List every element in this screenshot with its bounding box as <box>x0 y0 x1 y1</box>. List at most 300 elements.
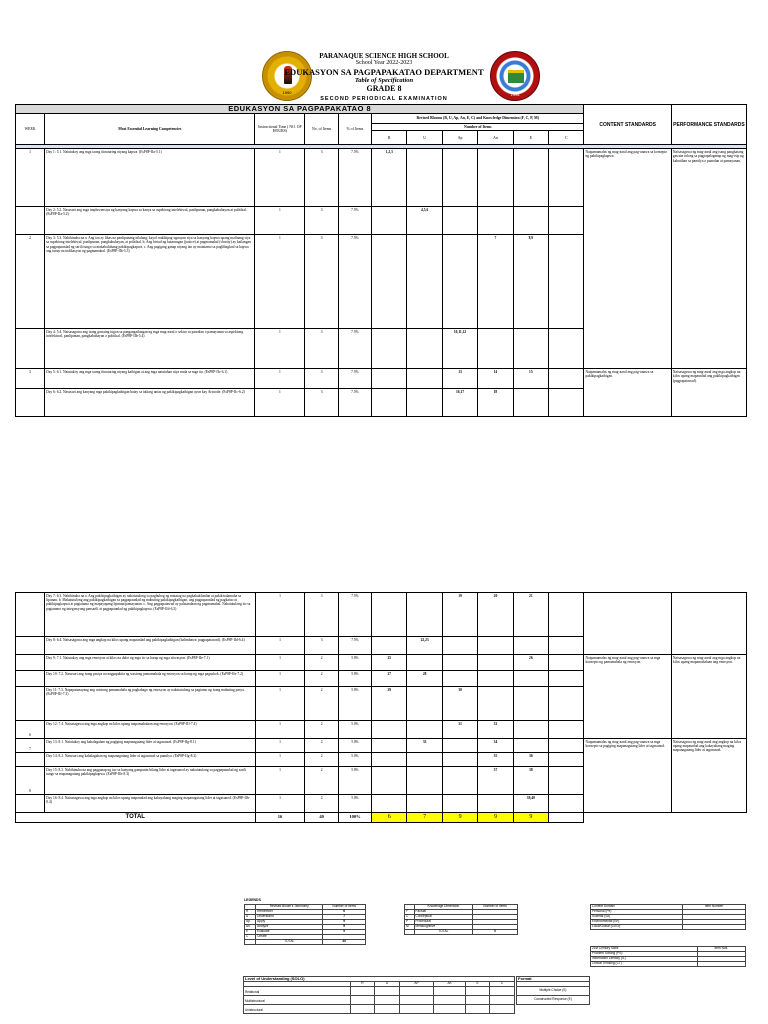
percent-cell: 7.5% <box>338 637 371 655</box>
competency-cell: Day 4: 5.4. Naisasagawa ang isang gawaing tugon sa pangangailangan ng mga mag-aaral o sektor sa paaralan o pamayanan sa aspektong intelektwal, panlipunan, pangkabuhayan o politikal. (EsP8P-IIb-5.4) <box>45 329 255 369</box>
solo-value-cell <box>433 1005 465 1014</box>
items-cell: 2 <box>305 753 338 767</box>
competency-cell: Day 1: 5.1. Natutukoy ang mga taong itinuturing niyang kapwa. (EsP8P-IIa-5.1) <box>45 149 255 207</box>
r-header: R <box>372 131 407 145</box>
content-standard-cell: Naipamamalas ng mag-aaral ang pag-unawa sa mga konsepto ng pamamahala ng emosyon. <box>584 655 671 739</box>
solo-value-cell <box>375 987 400 996</box>
ap-cell <box>442 655 477 671</box>
c-cell <box>549 149 584 207</box>
e-cell: 38 <box>513 767 548 795</box>
c-cell <box>549 739 584 753</box>
code-cell: P <box>405 920 415 925</box>
school-year: School Year 2022-2023 <box>355 60 413 66</box>
ap-cell <box>442 739 477 753</box>
content-standard-cell: Naipamamalas ng mag-aaral ang pag-unawa sa mga konsepto sa pagiging mapanagutang lider at tagasunod. <box>584 739 671 813</box>
code-cell: R <box>245 910 256 915</box>
time-cell: 1 <box>255 687 305 721</box>
ap-cell <box>442 207 477 235</box>
percent-header: % of Items <box>338 114 371 145</box>
ap-cell <box>442 753 477 767</box>
solo-value-cell <box>466 996 490 1005</box>
skills-header: 21st Century Skills <box>591 947 698 952</box>
an-cell: 7 <box>478 235 513 329</box>
percent-cell: 5.0% <box>338 795 371 813</box>
total-label: TOTAL <box>16 813 256 823</box>
week-header: WEEK <box>16 114 45 145</box>
legend-total-row <box>405 930 518 935</box>
competency-cell: Day 13: 8.1. Natutukoy ang kahalagahan ng pagiging mapanagutang lider at tagasunod. (EsP8P-IIg-8.1) <box>45 739 255 753</box>
r-cell <box>372 593 407 637</box>
solo-table <box>243 976 515 1014</box>
time-cell: 1 <box>255 207 305 235</box>
e-cell <box>513 671 548 687</box>
time-cell: 1 <box>255 671 305 687</box>
solo-level-cell: Multistructural <box>244 996 351 1005</box>
code-cell: E <box>245 930 256 935</box>
items-cell: 2 <box>305 767 338 795</box>
e-header: E <box>513 131 548 145</box>
solo-row <box>244 1005 515 1014</box>
e-cell <box>513 687 548 721</box>
week-cell <box>16 637 45 655</box>
time-cell: 1 <box>255 369 305 389</box>
doc-title: Table of Specification <box>354 77 414 84</box>
solo-value-cell <box>433 996 465 1005</box>
e-cell <box>513 329 548 369</box>
c-cell <box>549 207 584 235</box>
count-header: Number of Items <box>323 905 366 910</box>
c-cell <box>549 329 584 369</box>
items-cell: 3 <box>305 637 338 655</box>
an-cell: 20 <box>478 593 513 637</box>
solo-title: Level of Understanding (SOLO) <box>244 977 515 982</box>
time-cell: 1 <box>255 753 305 767</box>
solo-col-header: R <box>350 982 375 987</box>
content-standard-cell <box>584 593 671 655</box>
context-legend-table <box>590 904 746 930</box>
u-cell <box>407 149 442 207</box>
percent-cell: 5.0% <box>338 767 371 795</box>
solo-value-cell <box>400 987 434 996</box>
level-cell: Understand <box>256 915 323 920</box>
time-cell: 1 <box>255 739 305 753</box>
c-cell <box>549 767 584 795</box>
competency-cell: Day 7: 6.3. Nahihinuha na a. Ang pakikipagkaibigan ay nakatutulong sa paghubog ng matatag na pagkakakilanlan at pakikisalamuha sa lipunan. b. Makatutulong ang pakikipagkaibigan sa pagpapaunlad ng mabuting pakikipagkaibigan, ang pagpapaunlad ng pagkatao at pakikipagkapwa at pagtatamo ng mapayapang lipunan/pamayanan. c. Ang pagpapatawad ay palatandaan ng pagmamahal. Nakatutulong ito sa pagtatamo ng integrasyong pansarili at pagpapaunlad ng pakikipagkapwa. (EsP8P-IId-6.3) <box>45 593 255 637</box>
an-cell: 14 <box>478 369 513 389</box>
week-cell <box>16 753 45 767</box>
an-cell <box>478 149 513 207</box>
percent-cell: 5.0% <box>338 655 371 671</box>
table-row <box>16 739 747 753</box>
solo-row <box>244 996 515 1005</box>
code-cell: An <box>245 925 256 930</box>
u-cell <box>407 655 442 671</box>
c-cell <box>549 721 584 739</box>
an-cell <box>478 329 513 369</box>
solo-value-cell <box>490 987 515 996</box>
week-cell <box>16 207 45 235</box>
items-cell: 2 <box>305 671 338 687</box>
week-cell: 2 <box>16 235 45 329</box>
r-cell <box>372 767 407 795</box>
r-cell <box>372 207 407 235</box>
u-cell: 4,5,6 <box>407 207 442 235</box>
dimension-cell: Metacognitive <box>414 925 473 930</box>
e-cell: 39,40 <box>513 795 548 813</box>
skill-cell: Information Literacy (IL) <box>591 957 698 962</box>
week-cell <box>16 593 45 637</box>
week-cell <box>16 655 45 671</box>
solo-value-cell <box>375 996 400 1005</box>
r-cell <box>372 329 407 369</box>
time-cell: 1 <box>255 795 305 813</box>
competency-cell: Day 9: 7.1. Natutukoy ang mga emosyon at kilos na dulot ng mga ito sa harap ng mga sitwasyon. (EsP8P-IIe-7.1) <box>45 655 255 671</box>
ap-cell <box>442 795 477 813</box>
code-cell: C <box>245 935 256 940</box>
u-cell <box>407 389 442 417</box>
content-standard-cell: Naipamamalas ng mag-aaral ang pag-unawa sa pakikipagkaibigan. <box>584 369 671 417</box>
competency-cell: Day 6: 6.2. Nasusuri ang kanyang mga pakikipagkaibigan batay sa tatlong antas ng pakikipagkaibigan ayon kay Aristotle. (EsP8P-IIc-6.2) <box>45 389 255 417</box>
week-cell: 7 <box>16 739 45 753</box>
e-cell: 36 <box>513 753 548 767</box>
count-cell: 9 <box>323 920 366 925</box>
content-standards-header: CONTENT STANDARDS <box>584 105 671 145</box>
r-cell <box>372 739 407 753</box>
week-cell: 8 <box>16 767 45 795</box>
revised-blooms-header: Revised Blooms (R, U, Ap, An, E, C) and Knowledge Dimension (F, C, P, M) <box>372 114 584 124</box>
spec-table-page1 <box>15 104 747 417</box>
c-cell <box>549 655 584 671</box>
solo-level-cell: Unistructural <box>244 1005 351 1014</box>
e-cell: 26 <box>513 655 548 671</box>
an-cell <box>478 687 513 721</box>
solo-value-cell <box>490 1005 515 1014</box>
percent-cell: 5.0% <box>338 721 371 739</box>
bloom-legend-table <box>244 904 366 945</box>
table-row <box>16 369 747 389</box>
time-cell: 1 <box>255 767 305 795</box>
r-cell <box>372 721 407 739</box>
item-number-cell <box>683 925 746 930</box>
an-cell <box>478 637 513 655</box>
solo-col-header: U <box>375 982 400 987</box>
week-cell: 1 <box>16 149 45 207</box>
an-cell <box>478 795 513 813</box>
blank-cell <box>405 930 415 935</box>
solo-value-cell <box>400 996 434 1005</box>
e-cell <box>513 207 548 235</box>
r-cell: 29 <box>372 687 407 721</box>
solo-level-cell: Relational <box>244 987 351 996</box>
legend-row <box>591 925 746 930</box>
r-cell <box>372 235 407 329</box>
time-cell: 1 <box>255 149 305 207</box>
r-cell <box>372 389 407 417</box>
performance-standard-cell <box>671 593 746 655</box>
ap-cell: 31 <box>442 721 477 739</box>
week-cell: 3 <box>16 369 45 389</box>
ap-header: Ap <box>442 131 477 145</box>
table-row <box>16 149 747 207</box>
percent-cell: 7.5% <box>338 329 371 369</box>
percent-cell: 5.0% <box>338 687 371 721</box>
time-cell: 1 <box>255 655 305 671</box>
week-cell <box>16 671 45 687</box>
format-table <box>516 976 590 1005</box>
solo-value-cell <box>466 987 490 996</box>
percent-cell: 7.5% <box>338 207 371 235</box>
competency-cell: Day 15: 8.3. Nahihinuha na ang pagganap ng tao sa kanyang gampanin bilang lider at tagasunod ay nakatutulong sa pagpapaunlad ng sarili tungo sa mapanagutang pakikipagkapwa. (EsP8P-IIh-8.3) <box>45 767 255 795</box>
percent-cell: 7.5% <box>338 149 371 207</box>
percent-cell: 5.0% <box>338 753 371 767</box>
c-cell <box>549 753 584 767</box>
total-time: 16 <box>255 813 305 823</box>
items-cell: 2 <box>305 721 338 739</box>
c-cell <box>549 795 584 813</box>
competency-cell: Day 16: 8.4. Naisasagawa ang mga angkop na kilos upang mapaunlad ang kakayahang maging mapanagutang lider at tagasunod. (EsP8P-IIh-8.4) <box>45 795 255 813</box>
code-cell: C <box>405 915 415 920</box>
c-cell <box>549 235 584 329</box>
r-cell: 27 <box>372 671 407 687</box>
competency-cell: Day 5: 6.1. Natutukoy ang mga taong itinuturing niyang kaibigan at ang mga natutuhan niya mula sa mga ito. (EsP8P-IIc-6.1) <box>45 369 255 389</box>
solo-value-cell <box>375 1005 400 1014</box>
time-cell: 1 <box>255 329 305 369</box>
level-cell: Create <box>256 935 323 940</box>
items-cell: 2 <box>305 795 338 813</box>
u-cell: 33 <box>407 739 442 753</box>
ap-cell: 19 <box>442 593 477 637</box>
code-cell: F <box>405 910 415 915</box>
an-header: An <box>478 131 513 145</box>
skill-cell: Problem Solving (PS) <box>591 952 698 957</box>
solo-col-header: An <box>433 982 465 987</box>
ap-cell <box>442 149 477 207</box>
performance-standard-cell: Naisasagawa ng mag-aaral ang mga angkop na kilos upang mapamahalaan ang emosyon. <box>671 655 746 739</box>
solo-value-cell <box>350 1005 375 1014</box>
ap-cell: 10,11,12 <box>442 329 477 369</box>
ap-cell <box>442 235 477 329</box>
performance-standard-cell: Naisasagawa ng mag-aaral ang isang pangkatang gawain tulong sa pagpapalaganap ng mag-isip ng kabutihan sa pamilya o paaralan at pamayanan. <box>671 149 746 369</box>
dimension-cell: Procedural <box>414 920 473 925</box>
total-label-cell: TOTAL <box>256 940 323 945</box>
e-cell <box>513 721 548 739</box>
an-cell: 32 <box>478 721 513 739</box>
item-nos-cell <box>697 962 745 967</box>
exam-title: SECOND PERIODICAL EXAMINATION <box>320 96 448 102</box>
u-cell: 22,23 <box>407 637 442 655</box>
total-items: 40 <box>305 813 338 823</box>
items-cell: 3 <box>305 235 338 329</box>
total-label-cell: TOTAL <box>414 930 473 935</box>
items-header: No. of Items <box>305 114 338 145</box>
e-cell <box>513 149 548 207</box>
total-an: 9 <box>478 813 513 823</box>
solo-row <box>244 987 515 996</box>
code-cell: Ap <box>245 920 256 925</box>
u-cell <box>407 721 442 739</box>
r-cell: 1,2,3 <box>372 149 407 207</box>
solo-col-header: AP <box>400 982 434 987</box>
total-e: 9 <box>513 813 548 823</box>
solo-value-cell <box>350 996 375 1005</box>
an-cell: 35 <box>478 753 513 767</box>
e-cell: 8,9 <box>513 235 548 329</box>
time-header: Instructional Time ( NO. OF HOURS) <box>255 114 305 145</box>
r-cell <box>372 753 407 767</box>
time-cell: 1 <box>255 721 305 739</box>
e-cell <box>513 739 548 753</box>
r-cell <box>372 637 407 655</box>
total-r: 6 <box>372 813 407 823</box>
items-cell: 2 <box>305 687 338 721</box>
ap-cell: 16,17 <box>442 389 477 417</box>
items-cell: 3 <box>305 149 338 207</box>
r-cell <box>372 369 407 389</box>
c-cell <box>549 369 584 389</box>
week-cell <box>16 687 45 721</box>
competency-cell: Day 14: 8.2. Nasusuri ang kahalagahan ng mapanagutang lider at tagasunod sa pamilya. (EsP8P-IIg-8.2) <box>45 753 255 767</box>
u-cell <box>407 329 442 369</box>
skills-legend-table <box>590 946 746 967</box>
time-cell: 1 <box>255 593 305 637</box>
items-cell: 3 <box>305 593 338 637</box>
count-cell: 7 <box>323 915 366 920</box>
competency-cell: Day 10: 7.2. Nasusuri ang isang pasiya na nagpapakita ng wastong pamamahala ng emosyon sa harap ng mga pagsubok. (EsP8P-IIe-7.2) <box>45 671 255 687</box>
context-cell: Personal (Pe) <box>591 910 683 915</box>
context-cell: Local/Global (Lo/Gl) <box>591 925 683 930</box>
table-row <box>16 655 747 671</box>
ap-cell <box>442 671 477 687</box>
solo-col-header: C <box>490 982 515 987</box>
competency-cell: Day 8: 6.4. Naisasagawa ang mga angkop na kilos upang mapaunlad ang pakikipagkaibigan (halimbawa: pagpapatawad). (EsP8P-IId-6.4) <box>45 637 255 655</box>
u-cell <box>407 593 442 637</box>
total-count-cell: 40 <box>323 940 366 945</box>
items-cell: 3 <box>305 207 338 235</box>
percent-cell: 5.0% <box>338 739 371 753</box>
items-cell: 2 <box>305 655 338 671</box>
format-title: Format <box>517 977 590 982</box>
ap-cell <box>442 637 477 655</box>
code-cell: U <box>245 915 256 920</box>
context-header: Context Domain <box>591 905 683 910</box>
u-cell <box>407 753 442 767</box>
total-percent: 100% <box>338 813 371 823</box>
an-cell <box>478 655 513 671</box>
legends-title: LEGENDS <box>244 898 261 902</box>
time-cell: 1 <box>255 637 305 655</box>
c-header: C <box>549 131 584 145</box>
u-cell: 28 <box>407 671 442 687</box>
seal-left-year: 1990 <box>282 90 292 95</box>
u-header: U <box>407 131 442 145</box>
item-nos-header: Item Nos. <box>697 947 745 952</box>
items-cell: 3 <box>305 369 338 389</box>
solo-value-cell <box>490 996 515 1005</box>
dimension-cell: Conceptual <box>414 915 473 920</box>
e-cell: 15 <box>513 369 548 389</box>
ap-cell: 30 <box>442 687 477 721</box>
items-cell: 2 <box>305 739 338 753</box>
format-row <box>517 987 590 996</box>
solo-value-cell <box>433 987 465 996</box>
dimension-cell: Factual <box>414 910 473 915</box>
items-cell: 3 <box>305 329 338 369</box>
an-cell <box>478 207 513 235</box>
u-cell <box>407 235 442 329</box>
an-cell <box>478 671 513 687</box>
c-cell <box>549 389 584 417</box>
ap-cell: 13 <box>442 369 477 389</box>
bloom-header: Revised Bloom's Taxonomy <box>256 905 323 910</box>
e-cell <box>513 637 548 655</box>
r-cell <box>372 795 407 813</box>
level-cell: Evaluate <box>256 930 323 935</box>
percent-cell: 7.5% <box>338 235 371 329</box>
competency-cell: Day 12: 7.4. Naisasagawa ang mga angkop na kilos upang mapamahalaan ang emosyon. (EsP8P-IIf-7.4) <box>45 721 255 739</box>
total-c <box>549 813 584 823</box>
c-cell <box>549 687 584 721</box>
context-cell: Environmental (En) <box>591 920 683 925</box>
percent-cell: 7.5% <box>338 369 371 389</box>
knowledge-header: Knowledge Dimension <box>414 905 473 910</box>
school-name: PARANAQUE SCIENCE HIGH SCHOOL <box>319 52 449 60</box>
an-cell: 34 <box>478 739 513 753</box>
u-cell <box>407 369 442 389</box>
legend-total-row <box>245 940 366 945</box>
context-cell: Societal (So) <box>591 915 683 920</box>
c-cell <box>549 593 584 637</box>
time-cell: 1 <box>255 389 305 417</box>
percent-cell: 7.5% <box>338 593 371 637</box>
table-row <box>16 593 747 637</box>
an-cell: 18 <box>478 389 513 417</box>
spec-table-page2 <box>15 592 747 823</box>
an-cell: 37 <box>478 767 513 795</box>
week-cell <box>16 329 45 369</box>
e-cell <box>513 389 548 417</box>
level-cell: Analyze <box>256 925 323 930</box>
department-name: EDUKASYON SA PAGPAPAKATAO DEPARTMENT <box>284 67 484 77</box>
e-cell: 21 <box>513 593 548 637</box>
competency-cell: Day 11: 7.3. Napapatunayang ang wastong pamamahala ng pagbabago ng emosyon ay nakatutulong sa pagtamo ng isang mabuting pasya. (EsP8P-IIf-7.3) <box>45 687 255 721</box>
item-number-header: Item Number <box>683 905 746 910</box>
items-cell: 3 <box>305 389 338 417</box>
c-cell <box>549 637 584 655</box>
count-cell: 6 <box>323 910 366 915</box>
subject-banner: EDUKASYON SA PAGPAPAKATAO 8 <box>16 105 584 114</box>
percent-cell: 5.0% <box>338 671 371 687</box>
time-cell: 1 <box>255 235 305 329</box>
solo-value-cell <box>400 1005 434 1014</box>
count-cell: 9 <box>323 930 366 935</box>
knowledge-legend-table <box>404 904 518 935</box>
grade-label: GRADE 8 <box>366 84 402 93</box>
week-cell: 6 <box>16 721 45 739</box>
format-cell: Constructed Response (E) <box>517 996 590 1005</box>
code-cell: M <box>405 925 415 930</box>
performance-standard-cell: Naisasagawa ng mag-aaral ang angkop na kilos upang mapaunlad ang kakayahang maging mapanagutang lider at tagasunod. <box>671 739 746 813</box>
total-ap: 9 <box>442 813 477 823</box>
total-u: 7 <box>407 813 442 823</box>
legend-row <box>591 962 746 967</box>
format-cell: Multiple Choice (S) <box>517 987 590 996</box>
competencies-header: Most Essential Learning Competencies <box>45 114 255 145</box>
solo-value-cell <box>466 1005 490 1014</box>
format-row <box>517 996 590 1005</box>
content-standard-cell: Naipamamalas ng mag-aaral ang pag-unawa sa konsepto ng pakikipagkapwa. <box>584 149 671 369</box>
count-header: Number of Items <box>473 905 518 910</box>
level-cell: Remember <box>256 910 323 915</box>
